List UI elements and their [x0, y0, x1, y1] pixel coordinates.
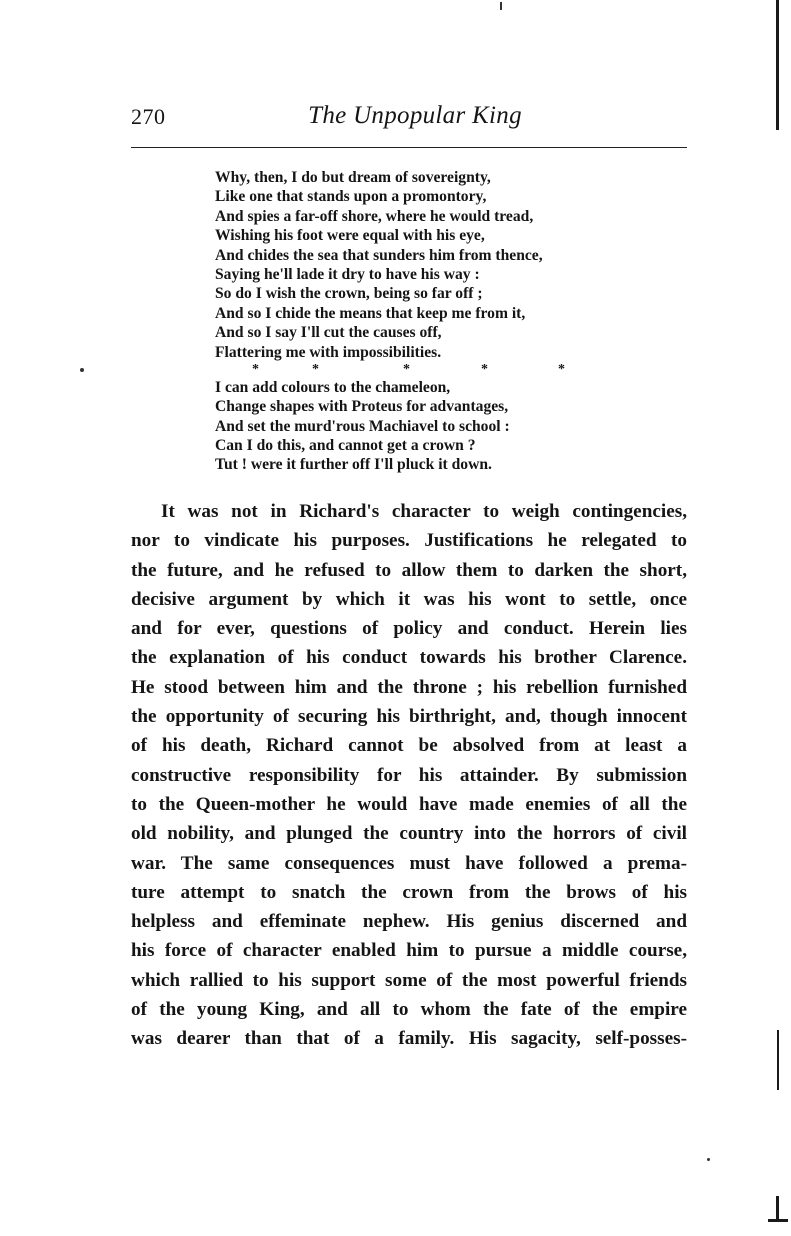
verse-line: So do I wish the crown, being so far off ; [215, 285, 483, 303]
scan-edge-mark [768, 1219, 788, 1222]
paragraph-line: old nobility, and plunged the country into the horrors of civil [131, 823, 687, 845]
verse-line: Wishing his foot were equal with his eye, [215, 227, 485, 245]
paragraph-line: decisive argument by which it was his wont to settle, once [131, 588, 687, 610]
asterisk: * [312, 361, 319, 377]
asterisk: * [558, 361, 565, 377]
body-paragraph [131, 497, 687, 1054]
verse-line: Saying he'll lade it dry to have his way : [215, 265, 480, 283]
verse-line: And spies a far-off shore, where he would tread, [215, 207, 534, 225]
paragraph-line: nor to vindicate his purposes. Justifications he relegated to [131, 530, 687, 552]
paragraph-line: helpless and effeminate nephew. His genius discerned and [131, 911, 687, 933]
verse-line: Flattering me with impossibilities. [215, 343, 442, 361]
paragraph-line: ture attempt to snatch the crown from the brows of his [131, 881, 687, 903]
paragraph-line: his force of character enabled him to pursue a middle course, [131, 940, 687, 962]
paragraph-line: and for ever, questions of policy and conduct. Herein lies [131, 618, 687, 640]
scan-edge-mark [777, 1030, 779, 1090]
paragraph-line: to the Queen-mother he would have made enemies of all the [131, 793, 687, 815]
asterisk: * [481, 361, 488, 377]
paragraph-line: of his death, Richard cannot be absolved from at least a [131, 735, 687, 757]
verse-line: And chides the sea that sunders him from thence, [215, 246, 543, 264]
verse-line: And so I chide the means that keep me from it, [215, 304, 526, 322]
paragraph-line: which rallied to his support some of the most powerful friends [131, 969, 687, 991]
asterisk: * [252, 361, 259, 377]
verse-line: I can add colours to the chameleon, [215, 378, 451, 396]
verse-line: Tut ! were it further off I'll pluck it down. [215, 456, 492, 474]
verse-line: Like one that stands upon a promontory, [215, 188, 487, 206]
verse-line: Can I do this, and cannot get a crown ? [215, 437, 476, 455]
verse-line: Why, then, I do but dream of sovereignty, [215, 169, 491, 186]
verse-line: Change shapes with Proteus for advantages, [215, 398, 509, 416]
paragraph-line: constructive responsibility for his attainder. By submission [131, 764, 687, 786]
asterisk: * [403, 361, 410, 377]
scan-speck [707, 1158, 710, 1161]
paragraph-line: war. The same consequences must have followed a prema- [131, 852, 687, 874]
paragraph-line: It was not in Richard's character to weigh contingencies, [161, 501, 687, 522]
running-title: The Unpopular King [308, 102, 522, 129]
paragraph-line: the opportunity of securing his birthright, and, though innocent [131, 706, 687, 728]
scan-edge-mark [776, 0, 779, 130]
page-number: 270 [131, 104, 166, 129]
verse-quotation [215, 168, 665, 475]
asterism [215, 362, 665, 378]
scan-speck [80, 368, 84, 372]
verse-line: And set the murd'rous Machiavel to school : [215, 417, 510, 435]
paragraph-line: of the young King, and all to whom the fate of the empire [131, 999, 687, 1021]
paragraph-line: was dearer than that of a family. His sagacity, self-posses- [131, 1028, 687, 1050]
paragraph-line: the explanation of his conduct towards his brother Clarence. [131, 647, 687, 669]
paragraph-line: the future, and he refused to allow them to darken the short, [131, 559, 687, 581]
paragraph-line: He stood between him and the throne ; his rebellion furnished [131, 676, 687, 698]
header-rule [131, 147, 687, 148]
verse-line: And so I say I'll cut the causes off, [215, 324, 442, 342]
scan-speck [500, 2, 502, 10]
